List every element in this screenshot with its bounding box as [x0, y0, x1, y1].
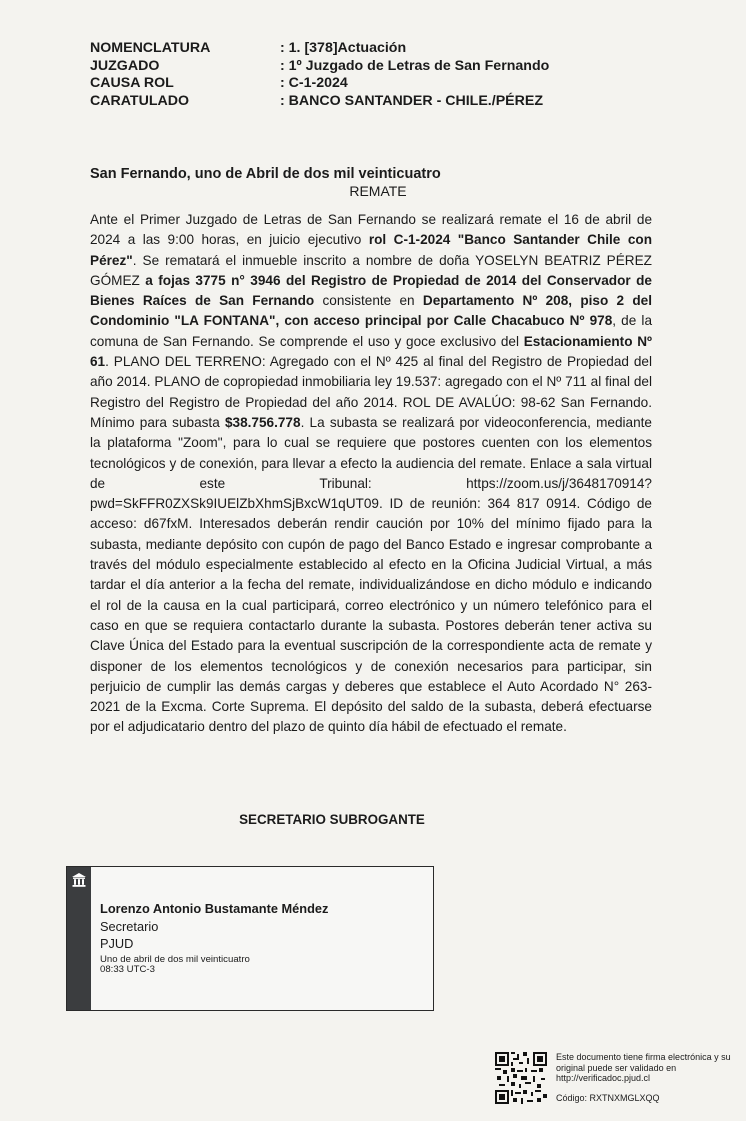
header-value: : 1º Juzgado de Letras de San Fernando [280, 57, 550, 74]
body-text: , de la comuna de San Fernando. Se comprende el uso y goce exclusivo del [90, 313, 653, 349]
verification-note [556, 1052, 742, 1103]
body-paragraph [90, 210, 652, 738]
secretary-label: SECRETARIO SUBROGANTE [239, 812, 425, 827]
signature-details [100, 900, 328, 976]
registry-text: a fojas 3775 n° 3946 del Registro de Propiedad de 2014 del Conservador de Bienes Raíces de San Fernando [90, 272, 652, 309]
body-text: . Se rematará el inmueble inscrito a nombre de doña YOSELYN BEATRIZ PÉREZ GÓMEZ [90, 252, 652, 288]
verification-text: Este documento tiene firma electrónica y su original puede ser validado en http://verificadoc.pjud.cl [556, 1052, 731, 1083]
signer-org: PJUD [100, 936, 134, 951]
date-line: San Fernando, uno de Abril de dos mil veinticuatro [90, 166, 441, 182]
header-key: CAUSA ROL [90, 75, 174, 92]
qr-code [495, 1052, 547, 1104]
verification-code: Código: RXTNXMGLXQQ [556, 1092, 660, 1103]
body-text: . PLANO DEL TERRENO: Agregado con el Nº 425 al final del Registro de Propiedad del año 2014. PLANO de copropiedad inmobiliaria ley 19.537: agregado con el Nº 711 al final del Registro del Registro de Propiedad del año 2014. ROL DE AVALÚO: 98-62 San Fernando. Mínimo para subasta [90, 354, 652, 430]
signer-name: Lorenzo Antonio Bustamante Méndez [100, 901, 329, 916]
header-row-nomenclatura [90, 40, 549, 58]
header-key: NOMENCLATURA [90, 40, 211, 56]
header-row-juzgado [90, 58, 549, 76]
signature-box [66, 866, 434, 1011]
signature-date-text: Uno de abril de dos mil veinticuatro [100, 953, 250, 965]
property-text: Departamento Nº 208, piso 2 del Condominio "LA FONTANA", con acceso principal por Calle Chacabuco Nº 978 [90, 293, 652, 329]
document-title: REMATE [349, 183, 407, 199]
courthouse-icon [71, 872, 87, 888]
signer-role: Secretario [100, 918, 159, 934]
header-row-causa-rol [90, 75, 549, 93]
header-key: CARATULADO [90, 92, 190, 109]
case-header [90, 40, 549, 110]
header-value: : C-1-2024 [280, 75, 348, 92]
body-text: consistente en [314, 293, 423, 309]
header-row-caratulado [90, 93, 549, 111]
header-value: : 1. [378]Actuación [280, 40, 407, 56]
signature-sidebar [67, 867, 91, 1010]
parking-text: Estacionamiento Nº 61 [90, 333, 652, 370]
signature-time: 08:33 UTC-3 [100, 964, 155, 975]
signature-date [100, 955, 328, 976]
minimum-bid-amount: $38.756.778 [224, 414, 301, 430]
document-title-row [0, 183, 746, 199]
header-value: : BANCO SANTANDER - CHILE./PÉREZ [280, 92, 543, 109]
body-text: . La subasta se realizará por videoconferencia, mediante la plataforma "Zoom", para lo cual se requiere que postores cuenten con los elementos tecnológicos y de conexión, para llevar a efecto la audiencia del remate. Enlace a sala virtual de este Tribunal: https://zoom.us/j/3648170914?pwd=SkFFR0ZXSk9IUElZbXhmSjBxcW1qUT09. ID de reunión: 364 817 0914. Código de acceso: d67fxM. Interesados deberán rendir caución por 10% del mínimo fijado para la subasta, mediante depósito con cupón de pago del Banco Estado e ingresar comprobante a través del módulo especialmente establecido al efecto en la Oficina Judicial Virtual, a más tardar el día anterior a la fecha del remate, individualizándose en dicho módulo e indicando el rol de la causa en la cual participará, correo electrónico y un número telefónico para el caso en que se requiera contactarlo durante la subasta. Postores deberán tener activa su Clave Única del Estado para la eventual suscripción de la correspondiente acta de remate y disponer de los elementos tecnológicos y de conexión necesarios para participar, sin perjuicio de cumplir las demás cargas y deberes que establece el Auto Acordado N° 263-2021 de la Excma. Corte Suprema. El depósito del saldo de la subasta, deberá efectuarse por el adjudicatario dentro del plazo de quinto día hábil de efectuado el remate. [90, 414, 652, 735]
case-rol-text: rol C-1-2024 "Banco Santander Chile con Pérez" [90, 232, 652, 268]
body-text: Ante el Primer Juzgado de Letras de San Fernando se realizará remate el 16 de abril de 2024 a las 9:00 horas, en juicio ejecutivo [90, 212, 652, 248]
header-key: JUZGADO [90, 57, 160, 74]
